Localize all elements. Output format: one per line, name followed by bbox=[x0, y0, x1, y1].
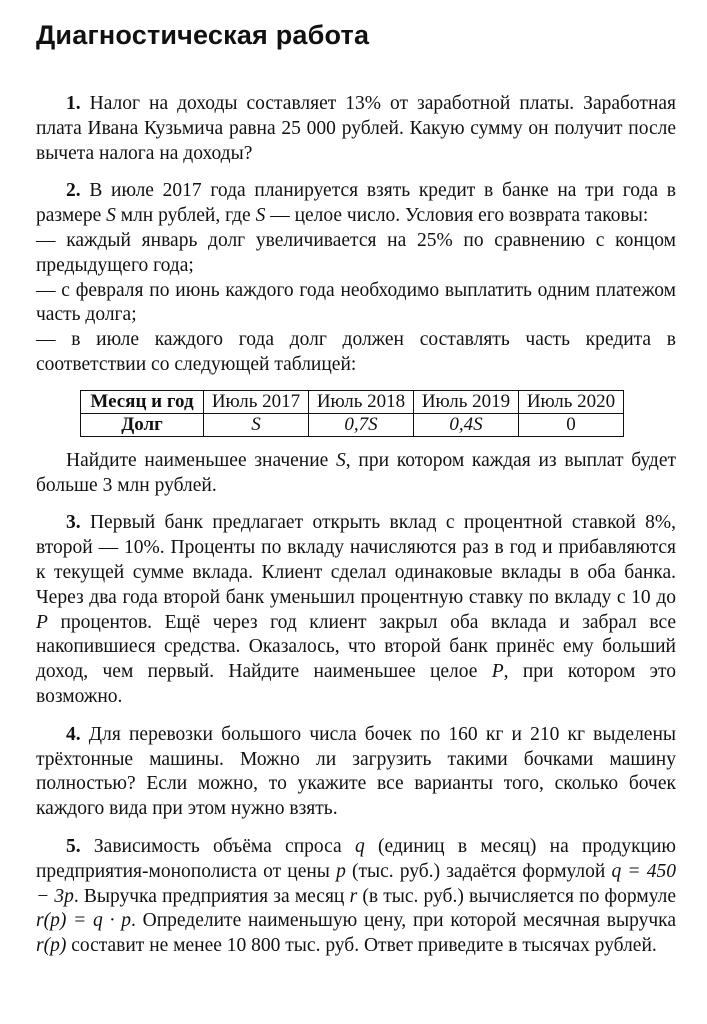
problem-4 bbox=[36, 723, 676, 822]
table-cell-value: S bbox=[251, 413, 261, 435]
problem-number: 2. bbox=[66, 180, 81, 202]
table-cell bbox=[414, 413, 519, 436]
problem-text: В июле 2017 года планируется взять кредит в банке на три года в размере bbox=[36, 180, 676, 227]
table-cell-value: 0,7S bbox=[344, 413, 378, 435]
problem-text: составит не менее 10 800 тыс. руб. Ответ приведите в тысячах рублей. bbox=[66, 935, 657, 957]
problem-text: (единиц в месяц) на продукцию предприятия-монополиста от цены bbox=[36, 835, 676, 882]
problem-2-question bbox=[36, 449, 676, 499]
problem-text: . Выручка предприятия за месяц bbox=[73, 885, 350, 907]
problem-5 bbox=[36, 835, 676, 959]
problem-text: Зависимость объёма спроса bbox=[80, 835, 355, 857]
problem-text: Первый банк предлагает открыть вклад с процентной ставкой 8%, второй — 10%. Проценты по вкладу начисляются раз в год и прибавляются к текущей сумме вклада. Клиент сделал одинаковые вклады в оба банка. Через два года второй банк уменьшил процентную ставку по вкладу с 10 до bbox=[36, 512, 676, 608]
variable-s: S bbox=[255, 205, 266, 227]
problem-text: (тыс. руб.) задаётся формулой bbox=[345, 860, 612, 882]
table-header-cell: Июль 2020 bbox=[519, 390, 624, 413]
table-cell bbox=[204, 413, 309, 436]
problem-2-intro bbox=[36, 179, 676, 229]
problem-text: процентов. Ещё через год клиент закрыл оба вклада и забрал все накопившиеся средства. Оказалось, что второй банк принёс ему больший доход, чем первый. Найдите наименьшее целое bbox=[36, 611, 676, 683]
problem-text: Налог на доходы составляет 13% от заработной платы. Заработная плата Ивана Кузьмича равна 25 000 рублей. Какую сумму он получит после вычета налога на доходы? bbox=[36, 93, 676, 164]
variable-rp: r(p) bbox=[36, 935, 67, 957]
problems-list bbox=[36, 92, 676, 959]
problem-text: млн рублей, где bbox=[115, 205, 256, 227]
variable-r: r bbox=[349, 885, 358, 907]
table-header-row bbox=[81, 390, 624, 413]
condition-3: — в июле каждого года долг должен составлять часть кредита в соответствии со следующей таблицей: bbox=[36, 329, 676, 375]
problem-text: — целое число. Условия его возврата таковы: bbox=[265, 205, 649, 227]
table-header-cell: Месяц и год bbox=[81, 390, 204, 413]
page-title: Диагностическая работа bbox=[36, 20, 370, 50]
table-cell-value: 0,4S bbox=[449, 413, 483, 435]
table-cell: 0 bbox=[519, 413, 624, 436]
variable-p: P bbox=[491, 661, 504, 683]
problem-text: Найдите наименьшее значение bbox=[66, 449, 337, 471]
problem-number: 5. bbox=[66, 835, 81, 857]
problem-text: Для перевозки большого числа бочек по 160 кг и 210 кг выделены трёхтонные машины. Можно ли загрузить такими бочками машину полностью? Если можно, то укажите все варианты того, сколько бочек каждого вида при этом нужно взять. bbox=[36, 723, 676, 820]
problem-text: . Определите наименьшую цену, при которой месячная выручка bbox=[130, 910, 676, 932]
problem-number: 3. bbox=[66, 512, 81, 534]
variable-s: S bbox=[336, 449, 346, 471]
formula-demand: q = 450 − 3p bbox=[36, 860, 676, 907]
variable-q: q bbox=[354, 835, 365, 857]
problem-text: , при котором каждая из выплат будет больше 3 млн рублей. bbox=[36, 449, 676, 496]
problem-text: (в тыс. руб.) вычисляется по формуле bbox=[357, 885, 676, 907]
problem-3 bbox=[36, 511, 676, 709]
formula-revenue: r(p) = q · p bbox=[36, 910, 131, 932]
variable-s: S bbox=[106, 205, 116, 227]
table-cell: Долг bbox=[81, 413, 204, 436]
problem-number: 4. bbox=[66, 723, 81, 745]
problem-1 bbox=[36, 92, 676, 166]
table-header-cell: Июль 2017 bbox=[204, 390, 309, 413]
problem-text: , при котором это возможно. bbox=[36, 661, 676, 707]
condition-1: — каждый январь долг увеличивается на 25% по сравнению с концом предыдущего года; bbox=[36, 229, 676, 276]
table-cell bbox=[309, 413, 414, 436]
table-header-cell: Июль 2018 bbox=[309, 390, 414, 413]
debt-table bbox=[80, 390, 624, 437]
variable-p: p bbox=[336, 860, 346, 882]
condition-2: — с февраля по июнь каждого года необходимо выплатить одним платежом часть долга; bbox=[36, 279, 676, 326]
variable-p: P bbox=[36, 611, 48, 633]
problem-number: 1. bbox=[66, 93, 81, 114]
table-header-cell: Июль 2019 bbox=[414, 390, 519, 413]
table-row bbox=[81, 413, 624, 436]
